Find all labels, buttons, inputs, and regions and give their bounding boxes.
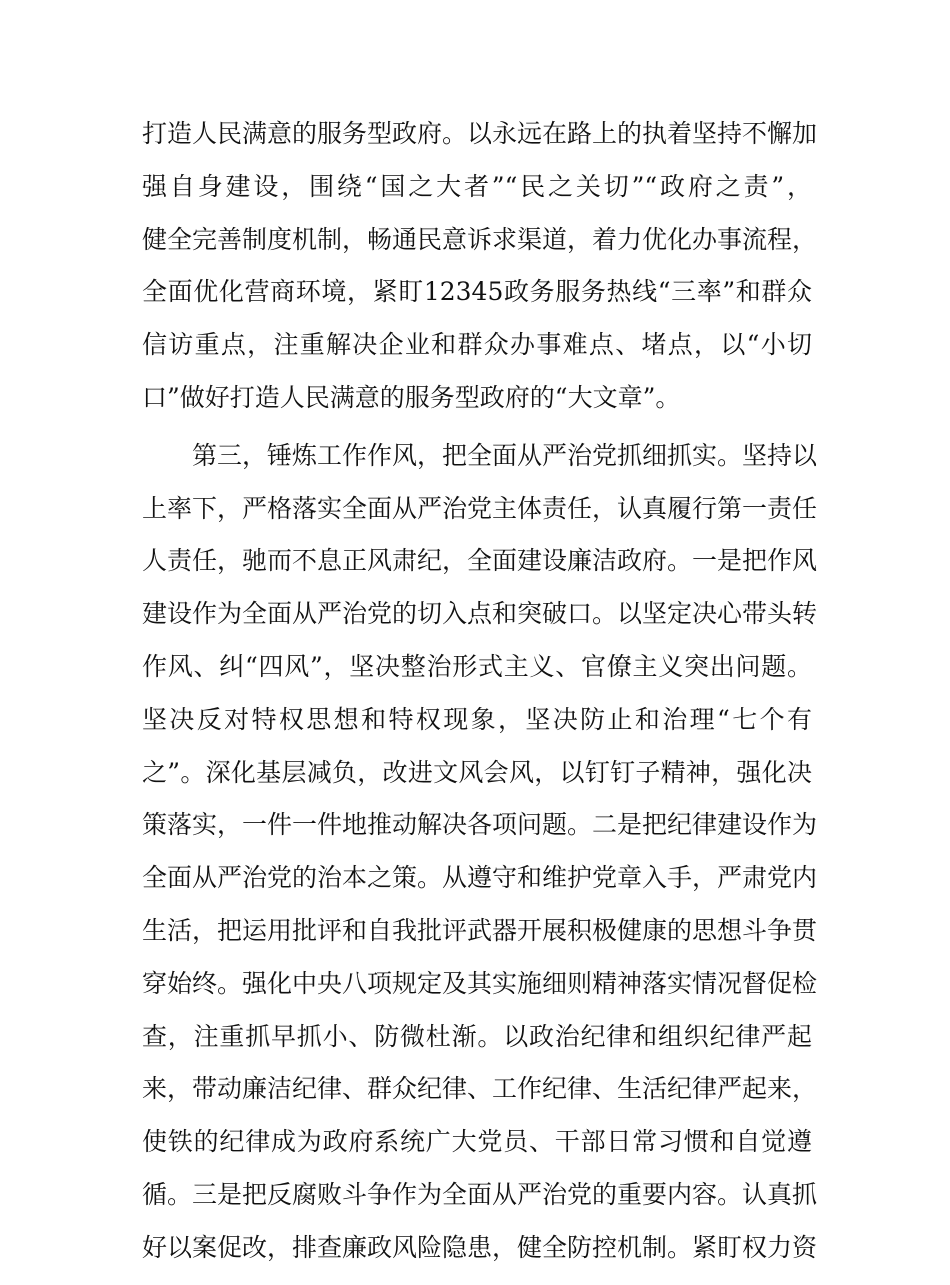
text-line: 全面优化营商环境，紧盯12345政务服务热线“三率”和群众 [142,277,812,307]
text-line: 穿始终。强化中央八项规定及其实施细则精神落实情况督促检 [142,968,818,998]
body-text [142,118,818,1285]
text-line: 打造人民满意的服务型政府。以永远在路上的执着坚持不懈加 [142,119,818,148]
text-line: 好以案促改，排查廉政风险隐患，健全防控机制。紧盯权力资 [142,1232,818,1262]
text-line: 健全完善制度机制，畅通民意诉求渠道，着力优化办事流程， [142,224,818,254]
paragraph-2 [142,440,818,1285]
text-line: 之”。深化基层减负，改进文风会风，以钉钉子精神，强化决 [142,757,812,787]
text-line: 生活，把运用批评和自我批评武器开展积极健康的思想斗争贯 [142,915,818,945]
text-line: 人责任，驰而不息正风肃纪，全面建设廉洁政府。一是把作风 [142,546,818,576]
text-line: 口”做好打造人民满意的服务型政府的“大文章”。 [142,382,681,412]
text-line: 强自身建设，围绕“国之大者”“民之关切”“政府之责”， [142,171,812,201]
text-line: 循。三是把反腐败斗争作为全面从严治党的重要内容。认真抓 [142,1179,818,1209]
text-line: 建设作为全面从严治党的切入点和突破口。以坚定决心带头转 [142,599,818,629]
paragraph-1 [142,118,818,435]
text-line: 作风、纠“四风”，坚决整治形式主义、官僚主义突出问题。 [142,651,812,681]
text-line: 来，带动廉洁纪律、群众纪律、工作纪律、生活纪律严起来， [142,1074,818,1104]
text-line: 上率下，严格落实全面从严治党主体责任，认真履行第一责任 [142,493,818,523]
text-line: 第三，锤炼工作作风，把全面从严治党抓细抓实。坚持以 [192,440,818,470]
text-line: 使铁的纪律成为政府系统广大党员、干部日常习惯和自觉遵 [142,1127,812,1157]
text-line: 查，注重抓早抓小、防微杜渐。以政治纪律和组织纪律严起 [142,1021,812,1051]
text-line: 信访重点，注重解决企业和群众办事难点、堵点，以“小切 [142,330,812,360]
text-line: 策落实，一件一件地推动解决各项问题。二是把纪律建设作为 [142,810,818,840]
text-line: 坚决反对特权思想和特权现象，坚决防止和治理“七个有 [142,704,812,734]
text-line: 全面从严治党的治本之策。从遵守和维护党章入手，严肃党内 [142,863,818,893]
